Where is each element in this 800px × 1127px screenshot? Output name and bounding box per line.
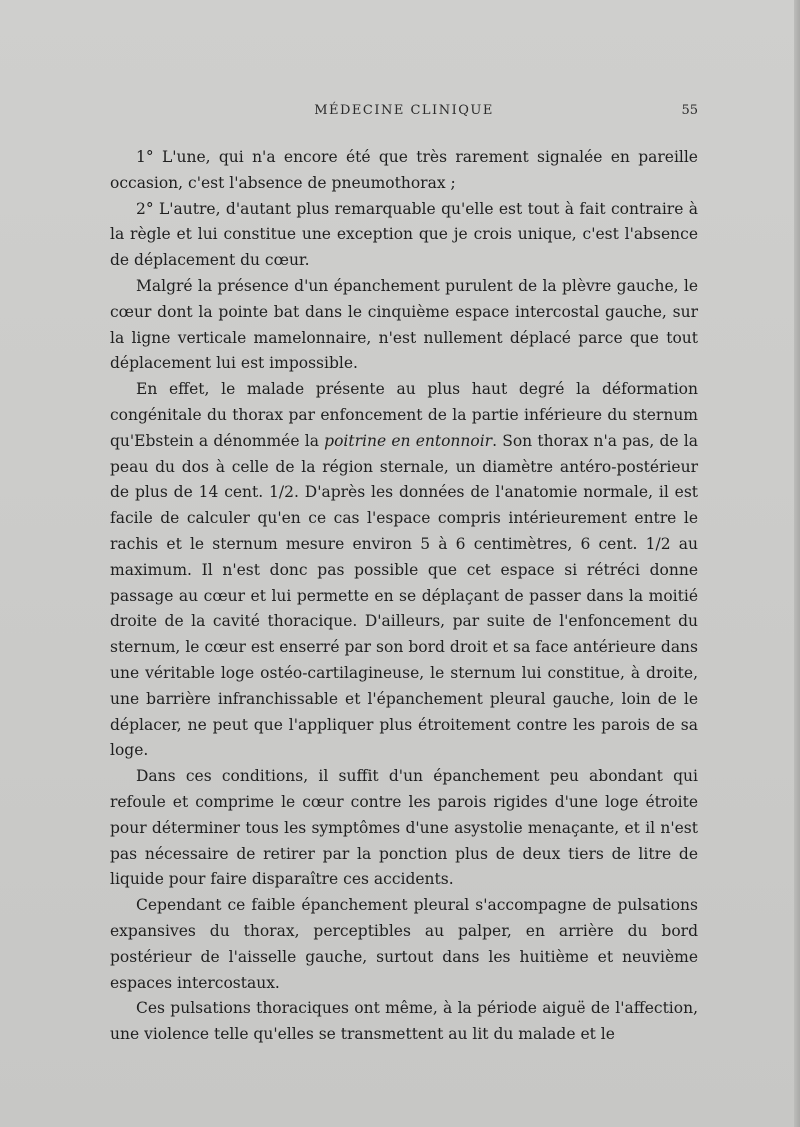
paragraph-1: 1° L'une, qui n'a encore été que très rarement signalée en pareille occasion, c'est l'absence de pneumothorax ; [110, 148, 698, 192]
italic-term: poitrine en entonnoir [324, 431, 493, 450]
paragraph-2: 2° L'autre, d'autant plus remarquable qu'elle est tout à fait contraire à la règle et lui constitue une exception que je crois unique, c'est l'absence de déplacement du cœur. [110, 199, 698, 270]
page-number: 55 [681, 103, 698, 118]
paragraph-4 [110, 377, 698, 764]
body-text [110, 145, 698, 1048]
paragraph-4-text-after: . Son thorax n'a pas, de la peau du dos à celle de la région sternale, un diamètre antéro-postérieur de plus de 14 cent. 1/2. D'après les données de l'anatomie normale, il est facile de calculer qu'en ce cas l'espace compris intérieurement entre le rachis et le sternum mesure environ 5 à 6 centimètres, 6 cent. 1/2 au maximum. Il n'est donc pas possible que cet espace si rétréci donne passage au cœur et lui permette en se déplaçant de passer dans la moitié droite de la cavité thoracique. D'ailleurs, par suite de l'enfoncement du sternum, le cœur est enserré par son bord droit et sa face antérieure dans une véritable loge ostéo-cartilagineuse, le sternum lui constitue, à droite, une barrière infranchissable et l'épanchement pleural gauche, loin de le déplacer, ne peut que l'appliquer plus étroitement contre les parois de sa loge. [110, 431, 698, 760]
paragraph-7: Ces pulsations thoraciques ont même, à la période aiguë de l'affection, une violence telle qu'elles se transmettent au lit du malade et le [110, 999, 698, 1044]
page-header [110, 103, 698, 127]
paragraph-3: Malgré la présence d'un épanchement purulent de la plèvre gauche, le cœur dont la pointe bat dans le cinquième espace intercostal gauche, sur la ligne verticale mamelonnaire, n'est nullement déplacé parce que tout déplacement lui est impossible. [110, 276, 698, 373]
paragraph-4-text-before: En effet, le malade présente au plus haut degré la déformation congénitale du thorax par enfoncement de la partie inférieure du sternum qu'Ebstein a dénommée la [110, 380, 698, 450]
page-edge [794, 0, 800, 1127]
paragraph-6: Cependant ce faible épanchement pleural s'accompagne de pulsations expansives du thorax, perceptibles au palper, en arrière du bord postérieur de l'aisselle gauche, surtout dans les huitième et neuvième espaces intercostaux. [110, 896, 698, 992]
paragraph-5: Dans ces conditions, il suffit d'un épanchement peu abondant qui refoule et comprime le cœur contre les parois rigides d'une loge étroite pour déterminer tous les symptômes d'une asystolie menaçante, et il n'est pas nécessaire de retirer par la ponction plus de deux tiers de litre de liquide pour faire disparaître ces accidents. [110, 767, 698, 889]
running-title: MÉDECINE CLINIQUE [314, 103, 494, 118]
